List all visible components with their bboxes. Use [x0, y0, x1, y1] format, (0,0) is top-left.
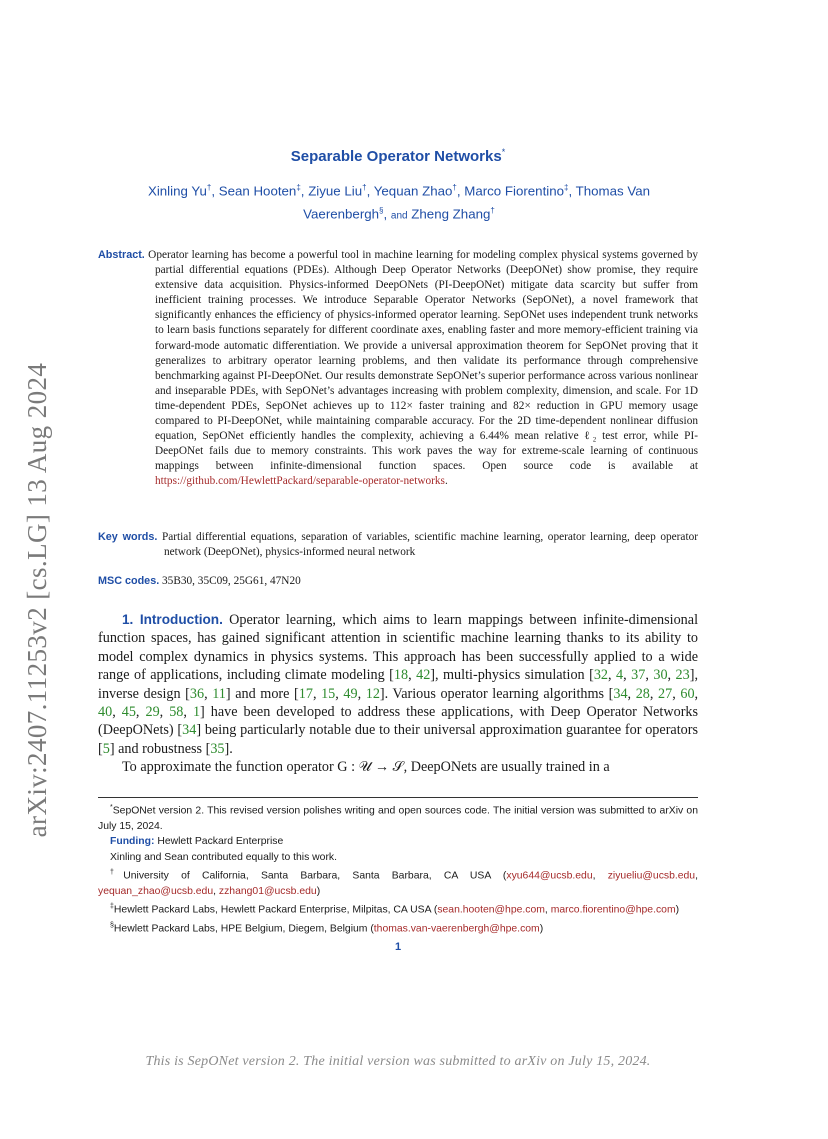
- footnote-equal-contribution: [98, 850, 698, 865]
- footnote-section: §Hewlett Packard Labs, HPE Belgium, Diegem, Belgium (thomas.van-vaerenbergh@hpe.com): [110, 922, 544, 935]
- citation-link[interactable]: 42: [416, 667, 431, 684]
- funding-text: Hewlett Packard Enterprise: [157, 836, 284, 848]
- affiliation-mark: †: [490, 206, 495, 216]
- citation-link[interactable]: 29: [145, 704, 160, 721]
- citation-link[interactable]: 34: [613, 685, 628, 702]
- author-name: Ziyue Liu: [308, 183, 363, 199]
- email-link[interactable]: marco.fiorentino@hpe.com: [550, 904, 676, 916]
- msc-section: [98, 574, 698, 589]
- email-link[interactable]: thomas.van-vaerenbergh@hpe.com: [373, 923, 540, 935]
- affiliation-mark: ‡: [564, 183, 569, 192]
- author-name: Yequan Zhao: [373, 183, 453, 199]
- citation-link[interactable]: 30: [653, 667, 668, 684]
- citation-link[interactable]: 12: [365, 685, 380, 702]
- footnote-dagger: †University of California, Santa Barbara, Santa Barbara, CA USA (xyu644@ucsb.edu, ziyueliu@ucsb.edu, yequan_zhao@ucsb.edu, zzhang01@ucsb.edu): [98, 869, 698, 897]
- intro-paragraph-1: 1. Introduction. Operator learning, which aims to learn mappings between infinite-dimensional function spaces, has gained significant attention in scientific machine learning thanks to its ability to model complex dynamics in physics systems. This approach has been successfully applied to a wide range of applications, including climate modeling [18, 42], multi-physics simulation [32, 4, 37, 30, 23], inverse design [36, 11] and more [17, 15, 49, 12]. Various operator learning algorithms [34, 28, 27, 60, 40, 45, 29, 58, 1] have been developed to address these applications, with Deep Operator Networks (DeepONets) [34] being particularly notable due to their universal approximation guarantee for operators [5] and robustness [35].: [98, 612, 699, 757]
- author-name: Sean Hooten: [218, 183, 297, 199]
- author-list: [98, 178, 700, 227]
- footnote-star: *SepONet version 2. This revised version polishes writing and open sources code. The initial version was submitted to arXiv on July 15, 2024.: [98, 804, 698, 832]
- email-link[interactable]: xyu644@ucsb.edu: [506, 870, 593, 882]
- citation-link[interactable]: 28: [635, 685, 650, 702]
- footnote-divider: [98, 797, 698, 798]
- citation-link[interactable]: 37: [631, 667, 646, 684]
- footnote-text: SepONet version 2. This revised version polishes writing and open sources code. The initial version was submitted to arXiv on July 15, 2024.: [98, 805, 698, 832]
- citation-link[interactable]: 15: [321, 685, 336, 702]
- intro-text: ] and more [: [225, 685, 299, 702]
- author-name: Vaerenbergh: [303, 206, 380, 222]
- author-line-2: Vaerenbergh§, and Zheng Zhang†: [303, 206, 495, 222]
- citation-link[interactable]: 1: [192, 704, 201, 721]
- page-number: 1: [394, 941, 402, 953]
- footnotes: [98, 800, 698, 937]
- keywords-label: Key words.: [98, 531, 158, 543]
- intro-text: ]. Various operator learning algorithms [: [379, 685, 614, 702]
- intro-text: ], multi-physics simulation [: [430, 667, 594, 684]
- funding-label: Funding:: [110, 836, 155, 848]
- intro-text: ], inverse design [: [98, 667, 699, 702]
- citation-link[interactable]: 45: [121, 704, 136, 721]
- citation-link[interactable]: 5: [102, 740, 110, 757]
- abstract-end-punct: .: [444, 475, 448, 488]
- citation-link[interactable]: 27: [658, 685, 673, 702]
- intro-text: ] and robustness [: [109, 740, 211, 757]
- intro-text: ] have been developed to address these applications, with Deep Operator Networks (DeepONets) [: [98, 704, 699, 739]
- title-text: Separable Operator Networks: [290, 148, 502, 165]
- affiliation-mark: †: [452, 183, 457, 192]
- intro-text: ].: [224, 740, 233, 757]
- author-name: Xinling Yu: [147, 183, 207, 199]
- citation-link[interactable]: 11: [212, 685, 226, 702]
- msc-label: MSC codes.: [98, 575, 160, 587]
- email-link[interactable]: ziyueliu@ucsb.edu: [607, 870, 696, 882]
- citation-link[interactable]: 49: [343, 685, 358, 702]
- abstract-text: Operator learning has become a powerful tool in machine learning for modeling complex physical systems governed by partial differential equations (PDEs). Although Deep Operator Networks (DeepONet) show promise, they require extensive data acquisition. Physics-informed DeepONets (PI-DeepONet) mitigate data scarcity but suffer from inefficient training processes. We introduce Separable Operator Networks (SepONet), a novel framework that significantly enhances the efficiency of physics-informed operator learning. SepONet uses independent trunk networks to learn basis functions separately for different coordinate axes, enabling faster and more memory-efficient training via forward-mode automatic differentiation. We provide a universal approximation theorem for SepONet proving that it generalizes to arbitrary operator learning problems, and then validate its performance through comprehensive benchmarking against PI-DeepONet. Our results demonstrate SepONet’s superior performance across various nonlinear and inseparable PDEs, with SepONet’s advantages increasing with problem complexity, dimension, and scale. For 1D time-dependent PDEs, SepONet achieves up to 112× faster training and 82× reduction in GPU memory usage compared to PI-DeepONet, while maintaining comparable accuracy. For the 2D time-dependent nonlinear diffusion equation, SepONet efficiently handles the complexity, achieving a 6.44% mean relative ℓ₂ test error, while PI-DeepONet fails due to memory constraints. This work paves the way for extreme-scale learning of continuous mappings between infinite-dimensional function spaces. Open source code is available at: [148, 249, 699, 473]
- author-line-1: Xinling Yu†, Sean Hooten‡, Ziyue Liu†, Yequan Zhao†, Marco Fiorentino‡, Thomas Van: [147, 183, 651, 199]
- intro-text: ] being particularly notable due to their universal approximation guarantee for operators [: [98, 722, 699, 757]
- code-repository-link[interactable]: https://github.com/HewlettPackard/separable-operator-networks: [155, 475, 445, 488]
- email-link[interactable]: zzhang01@ucsb.edu: [218, 885, 317, 897]
- email-link[interactable]: sean.hooten@hpe.com: [437, 904, 545, 916]
- email-link[interactable]: yequan_zhao@ucsb.edu: [98, 885, 214, 897]
- arxiv-identifier-stamp: arXiv:2407.11253v2 [cs.LG] 13 Aug 2024: [22, 362, 52, 838]
- citation-link[interactable]: 35: [210, 740, 225, 757]
- affiliation-text: Hewlett Packard Labs, Hewlett Packard Enterprise, Milpitas, CA USA (: [113, 904, 438, 916]
- intro-paragraph-2: [98, 758, 698, 776]
- keywords-text: Partial differential equations, separation of variables, scientific machine learning, operator learning, deep operator network (DeepONet), physics-informed neural network: [161, 531, 698, 559]
- msc-codes: 35B30, 35C09, 25G61, 47N20: [162, 575, 301, 587]
- citation-link[interactable]: 32: [593, 667, 609, 684]
- citation-link[interactable]: 58: [169, 704, 184, 721]
- citation-link[interactable]: 40: [98, 704, 113, 721]
- footnote-text: Xinling and Sean contributed equally to this work.: [110, 851, 338, 863]
- version-note: This is SepONet version 2. The initial version was submitted to arXiv on July 15, 2024.: [145, 1054, 651, 1069]
- affiliation-text: University of California, Santa Barbara, Santa Barbara, CA USA (: [123, 870, 507, 882]
- author-name: Marco Fiorentino: [464, 183, 565, 199]
- affiliation-mark: †: [206, 183, 212, 192]
- abstract-section: [98, 248, 698, 490]
- section-heading: 1. Introduction.: [122, 612, 223, 627]
- title-footnote-mark: *: [501, 147, 506, 157]
- affiliation-text: Hewlett Packard Labs, HPE Belgium, Diegem, Belgium (: [113, 923, 374, 935]
- citation-link[interactable]: 23: [675, 667, 690, 684]
- intro-text: To approximate the function operator G : 𝒰 → 𝒮, DeepONets are usually trained in a: [122, 759, 610, 776]
- paper-title: [0, 147, 796, 165]
- affiliation-mark: †: [362, 183, 367, 192]
- citation-link[interactable]: 4: [616, 667, 624, 684]
- citation-link[interactable]: 17: [298, 685, 313, 702]
- footnote-funding: [98, 834, 698, 849]
- citation-link[interactable]: 36: [189, 685, 205, 702]
- footnote-double-dagger: ‡Hewlett Packard Labs, Hewlett Packard Enterprise, Milpitas, CA USA (sean.hooten@hpe.com, marco.fiorentino@hpe.com): [110, 903, 680, 916]
- affiliation-mark: §: [379, 206, 384, 216]
- keywords-section: [98, 530, 698, 560]
- affiliation-mark: ‡: [296, 183, 301, 192]
- citation-link[interactable]: 60: [680, 685, 695, 702]
- author-name: Zheng Zhang: [411, 206, 491, 222]
- author-conjunction: and: [390, 210, 408, 222]
- citation-link[interactable]: 34: [182, 722, 197, 739]
- introduction-section: [98, 611, 698, 777]
- author-name: Thomas Van: [575, 183, 651, 199]
- intro-text: Operator learning, which aims to learn mappings between infinite-dimensional function spaces, has gained significant attention in scientific machine learning thanks to its ability to model complex dynamics in physics systems. This approach has been successfully applied to a wide range of applications, including climate modeling [: [98, 612, 699, 684]
- citation-link[interactable]: 18: [393, 667, 409, 684]
- abstract-label: Abstract.: [98, 249, 145, 261]
